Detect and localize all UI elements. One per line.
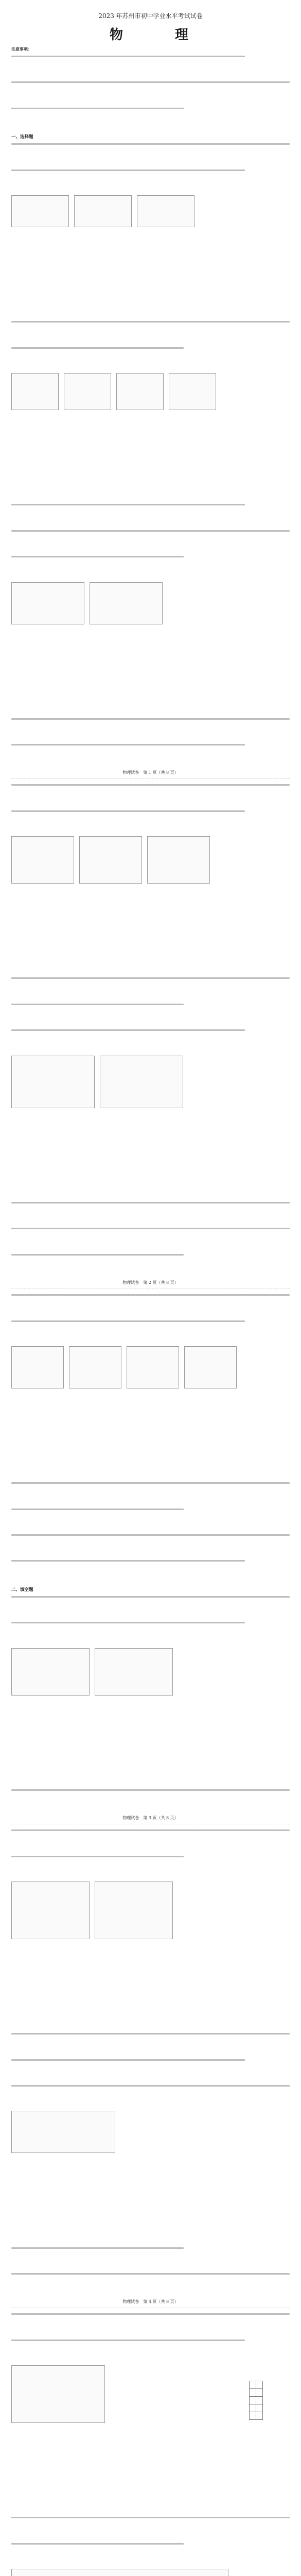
figure-row	[11, 1056, 290, 1108]
page-footer: 物理试卷 第 1 页（共 8 页）	[122, 770, 179, 775]
question-figure	[11, 1346, 64, 1388]
question-line	[11, 1202, 290, 1204]
figure-row	[11, 2569, 290, 2576]
question-figure	[147, 836, 210, 884]
question-line	[11, 2340, 245, 2341]
figure-row	[11, 195, 290, 227]
question-line	[11, 1294, 290, 1296]
figure-row	[11, 1648, 290, 1696]
question-line	[11, 1509, 184, 1510]
question-line	[11, 2313, 290, 2315]
question-figure	[116, 373, 164, 410]
question-line	[11, 1320, 245, 1322]
question-line	[11, 977, 290, 979]
figure-row	[11, 1882, 290, 1939]
question-line	[11, 2543, 184, 2545]
notice-line	[11, 56, 245, 57]
question-figure	[137, 195, 194, 227]
question-line	[11, 1856, 184, 1857]
question-line	[11, 1534, 290, 1536]
question-line	[11, 1029, 245, 1031]
question-line	[11, 1829, 290, 1831]
section-heading-1: 一、选择题	[11, 134, 33, 140]
question-line	[11, 784, 290, 786]
question-figure	[95, 1648, 173, 1696]
question-figure	[127, 1346, 179, 1388]
question-figure	[11, 1648, 90, 1696]
question-line	[11, 1560, 245, 1562]
question-line	[11, 1228, 290, 1229]
question-line	[11, 1789, 290, 1791]
section-heading-2: 二、填空题	[11, 1587, 33, 1592]
question-figure	[11, 195, 69, 227]
data-table	[249, 2381, 263, 2420]
question-line	[11, 1596, 290, 1598]
question-figure	[184, 1346, 237, 1388]
question-line	[11, 143, 290, 145]
figure-row	[11, 836, 290, 884]
page-footer: 物理试卷 第 2 页（共 8 页）	[122, 1280, 179, 1285]
question-line	[11, 321, 290, 323]
question-line	[11, 1004, 184, 1005]
question-line	[11, 718, 290, 720]
question-figure	[90, 582, 163, 624]
question-figure	[11, 2569, 228, 2576]
question-figure	[79, 836, 142, 884]
question-line	[11, 556, 184, 557]
question-figure	[69, 1346, 121, 1388]
question-figure	[11, 2365, 105, 2423]
question-figure	[64, 373, 111, 410]
question-line	[11, 810, 245, 812]
notice-line	[11, 81, 290, 83]
question-figure	[95, 1882, 173, 1939]
question-line	[11, 1254, 184, 1256]
question-line	[11, 2247, 184, 2249]
page-footer: 物理试卷 第 3 页（共 8 页）	[122, 1816, 179, 1821]
question-figure	[100, 1056, 183, 1108]
question-line	[11, 1482, 290, 1484]
notice-line	[11, 108, 184, 109]
question-figure	[11, 2111, 115, 2153]
question-figure	[11, 582, 84, 624]
question-line	[11, 504, 245, 505]
question-figure	[11, 373, 59, 410]
page-break	[11, 778, 290, 779]
question-figure	[74, 195, 132, 227]
question-line	[11, 170, 245, 171]
notice-heading: 注意事项：	[11, 46, 32, 52]
question-line	[11, 2033, 290, 2035]
question-line	[11, 2059, 245, 2061]
page-footer: 物理试卷 第 4 页（共 8 页）	[122, 2299, 179, 2304]
question-line	[11, 1622, 245, 1623]
exam-document	[11, 9, 290, 2576]
question-line	[11, 530, 290, 532]
figure-row	[11, 2111, 290, 2153]
figure-row	[11, 2365, 290, 2423]
question-line	[11, 2273, 290, 2275]
question-figure	[169, 373, 216, 410]
figure-row	[11, 1346, 290, 1388]
question-line	[11, 2085, 290, 2087]
question-figure	[11, 1882, 90, 1939]
question-line	[11, 744, 245, 745]
figure-row	[11, 373, 290, 410]
question-figure	[11, 1056, 95, 1108]
figure-row	[11, 582, 290, 624]
question-line	[11, 347, 184, 349]
question-line	[11, 2517, 290, 2518]
subject-title: 物 理	[109, 27, 213, 43]
exam-title: 2023 年苏州市初中学业水平考试试卷	[98, 12, 203, 20]
question-figure	[11, 836, 74, 884]
